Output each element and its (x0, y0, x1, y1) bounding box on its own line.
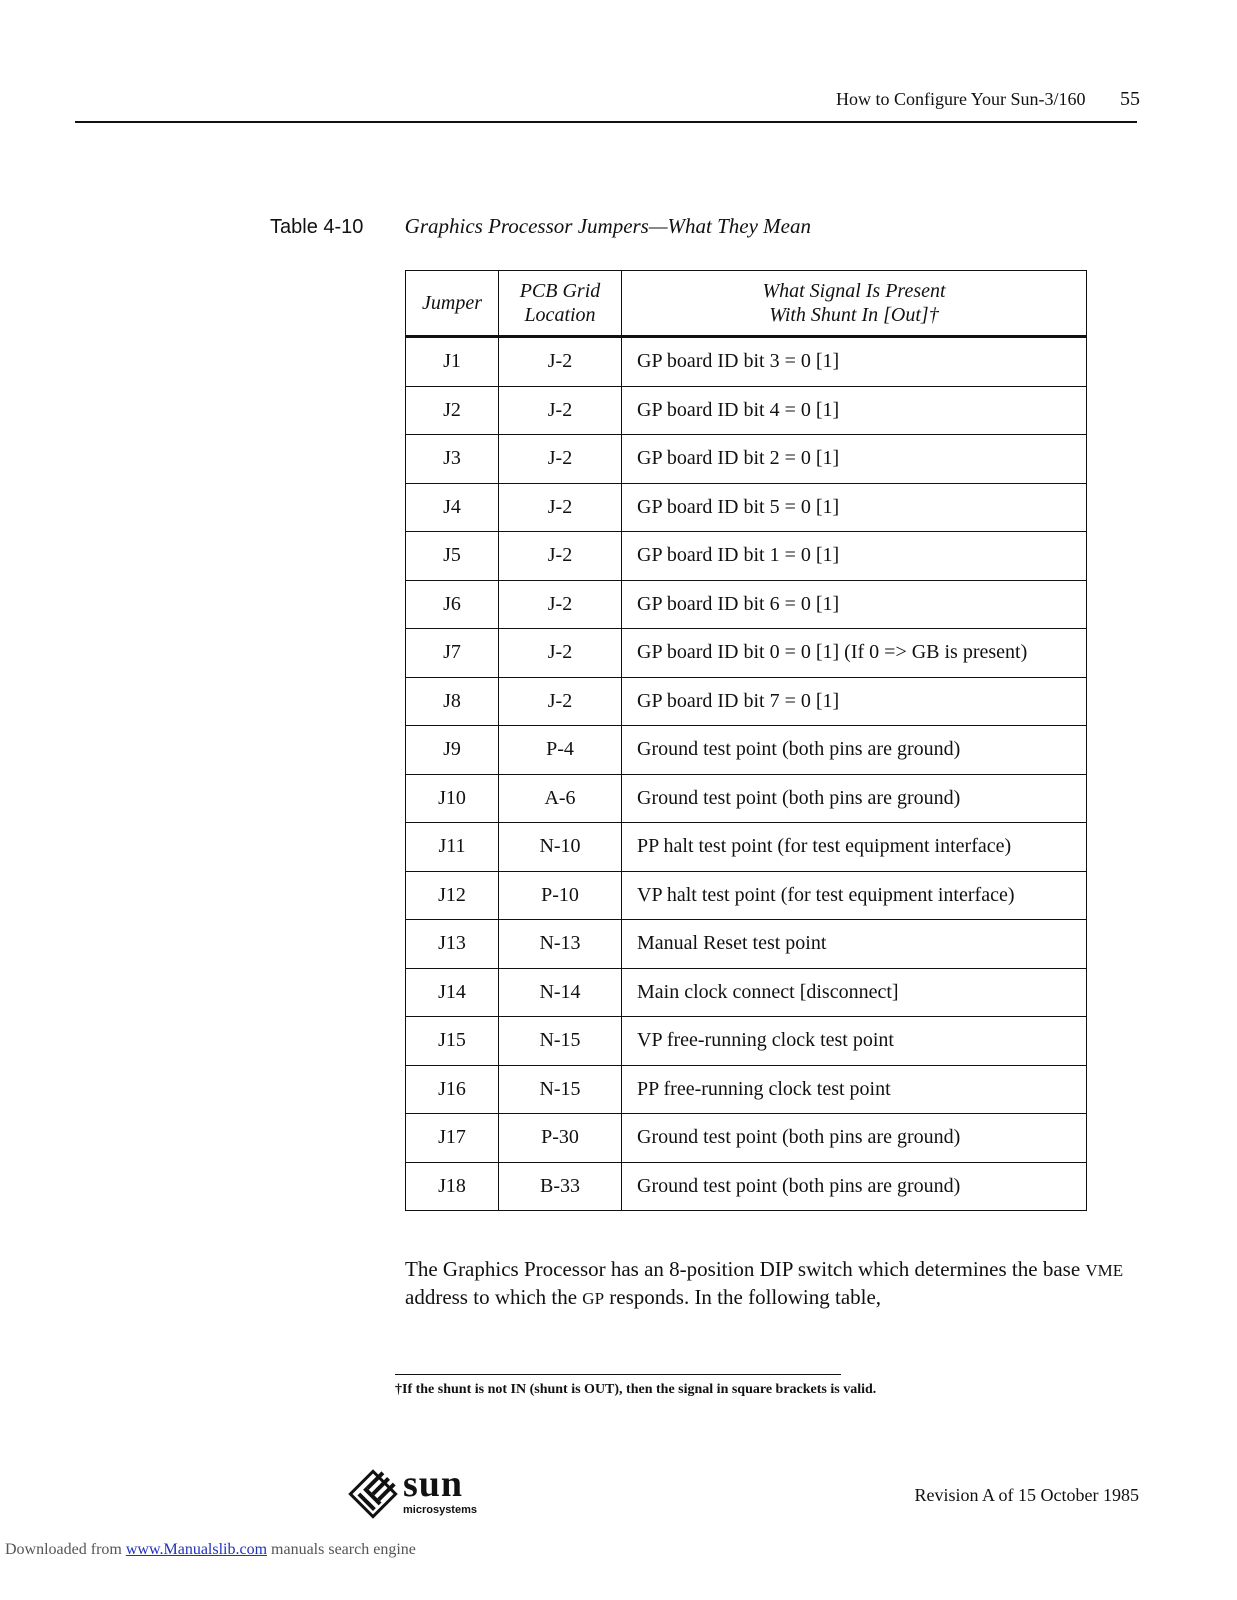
table-row (406, 871, 1087, 920)
location-cell: N-10 (499, 823, 622, 872)
jumper-cell: J9 (406, 726, 499, 775)
header-location: PCB Grid Location (499, 271, 622, 337)
signal-cell: GP board ID bit 3 = 0 [1] (622, 337, 1087, 387)
table-row (406, 1114, 1087, 1163)
location-cell: J-2 (499, 483, 622, 532)
location-cell: J-2 (499, 580, 622, 629)
jumper-cell: J12 (406, 871, 499, 920)
page-number: 55 (1120, 88, 1140, 110)
signal-cell: GP board ID bit 6 = 0 [1] (622, 580, 1087, 629)
table-row (406, 629, 1087, 678)
jumper-cell: J10 (406, 774, 499, 823)
table-row (406, 483, 1087, 532)
table-row (406, 532, 1087, 581)
jumper-cell: J11 (406, 823, 499, 872)
jumper-cell: J15 (406, 1017, 499, 1066)
table-row (406, 774, 1087, 823)
location-cell: N-14 (499, 968, 622, 1017)
jumper-cell: J4 (406, 483, 499, 532)
location-cell: P-4 (499, 726, 622, 775)
signal-cell: GP board ID bit 5 = 0 [1] (622, 483, 1087, 532)
table-row (406, 337, 1087, 387)
table-row (406, 677, 1087, 726)
jumper-table (405, 270, 1087, 1211)
signal-cell: GP board ID bit 4 = 0 [1] (622, 386, 1087, 435)
header-jumper: Jumper (406, 271, 499, 337)
location-cell: P-10 (499, 871, 622, 920)
table-row (406, 1065, 1087, 1114)
body-paragraph: The Graphics Processor has an 8-position DIP switch which determines the base VME address to which the GP responds. In the following table, (405, 1257, 1124, 1309)
table-header-row (406, 271, 1087, 337)
table-row (406, 435, 1087, 484)
footnote: †If the shunt is not IN (shunt is OUT), then the signal in square brackets is valid. (395, 1382, 877, 1397)
manualslib-link[interactable]: www.Manualslib.com (125, 1541, 268, 1558)
jumper-cell: J1 (406, 337, 499, 387)
table-title: Graphics Processor Jumpers—What They Mean (404, 214, 811, 238)
footnote-rule (395, 1374, 841, 1375)
table-row (406, 823, 1087, 872)
location-cell: J-2 (499, 532, 622, 581)
jumper-cell: J18 (406, 1162, 499, 1211)
location-cell: P-30 (499, 1114, 622, 1163)
location-cell: N-15 (499, 1065, 622, 1114)
signal-cell: GP board ID bit 2 = 0 [1] (622, 435, 1087, 484)
table-row (406, 1162, 1087, 1211)
table-row (406, 1017, 1087, 1066)
jumper-cell: J14 (406, 968, 499, 1017)
signal-cell: Manual Reset test point (622, 920, 1087, 969)
table-row (406, 968, 1087, 1017)
jumper-cell: J13 (406, 920, 499, 969)
signal-cell: Ground test point (both pins are ground) (622, 726, 1087, 775)
jumper-cell: J7 (406, 629, 499, 678)
signal-cell: GP board ID bit 1 = 0 [1] (622, 532, 1087, 581)
signal-cell: GP board ID bit 7 = 0 [1] (622, 677, 1087, 726)
table-row (406, 726, 1087, 775)
location-cell: N-13 (499, 920, 622, 969)
table-row (406, 580, 1087, 629)
revision-note: Revision A of 15 October 1985 (914, 1485, 1139, 1505)
sun-microsystems-logo (345, 1463, 485, 1526)
signal-cell: PP halt test point (for test equipment interface) (622, 823, 1087, 872)
jumper-cell: J17 (406, 1114, 499, 1163)
logo-word: sun (403, 1463, 464, 1505)
jumper-cell: J6 (406, 580, 499, 629)
signal-cell: Ground test point (both pins are ground) (622, 1114, 1087, 1163)
table-row (406, 920, 1087, 969)
signal-cell: GP board ID bit 0 = 0 [1] (If 0 => GB is present) (622, 629, 1087, 678)
location-cell: J-2 (499, 677, 622, 726)
location-cell: J-2 (499, 337, 622, 387)
jumper-cell: J16 (406, 1065, 499, 1114)
running-header (0, 88, 1140, 111)
jumper-cell: J3 (406, 435, 499, 484)
location-cell: B-33 (499, 1162, 622, 1211)
location-cell: J-2 (499, 386, 622, 435)
signal-cell: VP free-running clock test point (622, 1017, 1087, 1066)
signal-cell: Main clock connect [disconnect] (622, 968, 1087, 1017)
jumper-cell: J8 (406, 677, 499, 726)
jumper-cell: J2 (406, 386, 499, 435)
location-cell: N-15 (499, 1017, 622, 1066)
download-banner: Downloaded from www.Manualslib.com manuals search engine (5, 1541, 416, 1558)
header-title: How to Configure Your Sun-3/160 (835, 89, 1086, 109)
table-label: Table 4-10 (270, 216, 364, 238)
header-rule (75, 121, 1137, 123)
signal-cell: Ground test point (both pins are ground) (622, 774, 1087, 823)
signal-cell: PP free-running clock test point (622, 1065, 1087, 1114)
signal-cell: Ground test point (both pins are ground) (622, 1162, 1087, 1211)
logo-subtitle: microsystems (403, 1504, 477, 1516)
location-cell: A-6 (499, 774, 622, 823)
jumper-cell: J5 (406, 532, 499, 581)
header-signal: What Signal Is Present With Shunt In [Out]† (622, 271, 1087, 337)
sun-logo-icon (345, 1466, 401, 1522)
table-row (406, 386, 1087, 435)
signal-cell: VP halt test point (for test equipment interface) (622, 871, 1087, 920)
table-caption (270, 214, 811, 239)
location-cell: J-2 (499, 435, 622, 484)
location-cell: J-2 (499, 629, 622, 678)
